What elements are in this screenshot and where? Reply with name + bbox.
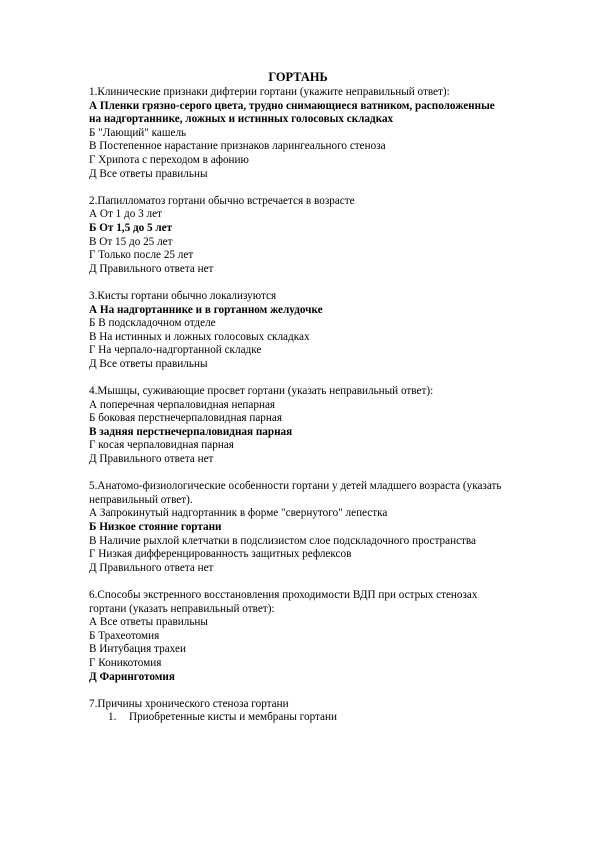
question-block-4	[89, 385, 509, 467]
answer-option-a: А Запрокинутый надгортанник в форме "свернутого" лепестка	[89, 507, 388, 520]
answer-option-d: Д Все ответы правильны	[89, 357, 208, 370]
answer-option-b: Б "Лающий" кашель	[89, 126, 187, 139]
answer-option-v: В задняя перстнечерпаловидная парная	[89, 425, 293, 438]
question-block-6	[89, 589, 509, 684]
list-item-text: Приобретенные кисты и мембраны гортани	[129, 711, 337, 724]
answer-option-g: Г косая черпаловидная парная	[89, 439, 234, 452]
question-text: 4.Мышцы, суживающие просвет гортани (указать неправильный ответ):	[89, 385, 434, 398]
answer-option-v: В Постепенное нарастание признаков ларингеального стеноза	[89, 140, 386, 153]
answer-option-g: Г На черпало-надгортанной складке	[89, 344, 262, 357]
list-item	[89, 711, 509, 725]
question-text: 7.Причины хронического стеноза гортани	[89, 697, 289, 710]
question-text: 5.Анатомо-физиологические особенности гортани у детей младшего возраста (указать неправильный ответ).	[89, 480, 502, 506]
question-block-7	[89, 698, 509, 725]
question-block-3	[89, 290, 509, 372]
answer-option-b: Б боковая перстнечерпаловидная парная	[89, 412, 282, 425]
answer-option-v: В Интубация трахеи	[89, 643, 186, 656]
answer-option-v: В На истинных и ложных голосовых складках	[89, 330, 310, 343]
question-text: 6.Способы экстренного восстановления проходимости ВДП при острых стенозах гортани (указать неправильный ответ):	[89, 588, 478, 615]
questions-container	[89, 86, 509, 725]
answer-option-g: Г Низкая дифференцированность защитных рефлексов	[89, 548, 352, 561]
question-block-2	[89, 195, 509, 277]
answer-option-b: Б Низкое стояние гортани	[89, 521, 222, 533]
answer-option-a: А поперечная черпаловидная непарная	[89, 398, 276, 411]
answer-option-d: Д Все ответы правильны	[89, 167, 208, 180]
question-block-1	[89, 86, 509, 181]
answer-option-d: Д Правильного ответа нет	[89, 262, 214, 275]
answer-option-b: Б В подскладочном отделе	[89, 317, 216, 330]
answer-option-g: Г Хрипота с переходом в афонию	[89, 153, 249, 166]
answer-option-a: А На надгортаннике и в гортанном желудочке	[89, 303, 323, 316]
page-title: ГОРТАНЬ	[268, 70, 328, 84]
answer-option-a: А Все ответы правильны	[89, 616, 208, 629]
answer-option-d: Д Фаринготомия	[89, 670, 175, 683]
answer-option-b: Б Трахеотомия	[89, 629, 160, 642]
answer-option-a: А Пленки грязно-серого цвета, трудно снимающиеся ватником, расположенные на надгортаннике, ложных и истинных голосовых складках	[89, 99, 495, 126]
answer-option-a: А От 1 до 3 лет	[89, 208, 162, 221]
question-text: 1.Клинические признаки дифтерии гортани (укажите неправильный ответ):	[89, 86, 450, 98]
question-text: 2.Папилломатоз гортани обычно встречается в возрасте	[89, 194, 355, 207]
answer-option-v: В От 15 до 25 лет	[89, 235, 173, 248]
answer-option-g: Г Коникотомия	[89, 656, 162, 669]
list-item-number: 1.	[108, 711, 117, 724]
answer-option-g: Г Только после 25 лет	[89, 249, 194, 262]
answer-option-b: Б От 1,5 до 5 лет	[89, 221, 173, 234]
answer-option-d: Д Правильного ответа нет	[89, 453, 214, 466]
answer-option-d: Д Правильного ответа нет	[89, 561, 214, 574]
answer-option-v: В Наличие рыхлой клетчатки в подслизистом слое подскладочного пространства	[89, 534, 477, 547]
question-text: 3.Кисты гортани обычно локализуются	[89, 289, 277, 302]
question-block-5	[89, 480, 509, 575]
